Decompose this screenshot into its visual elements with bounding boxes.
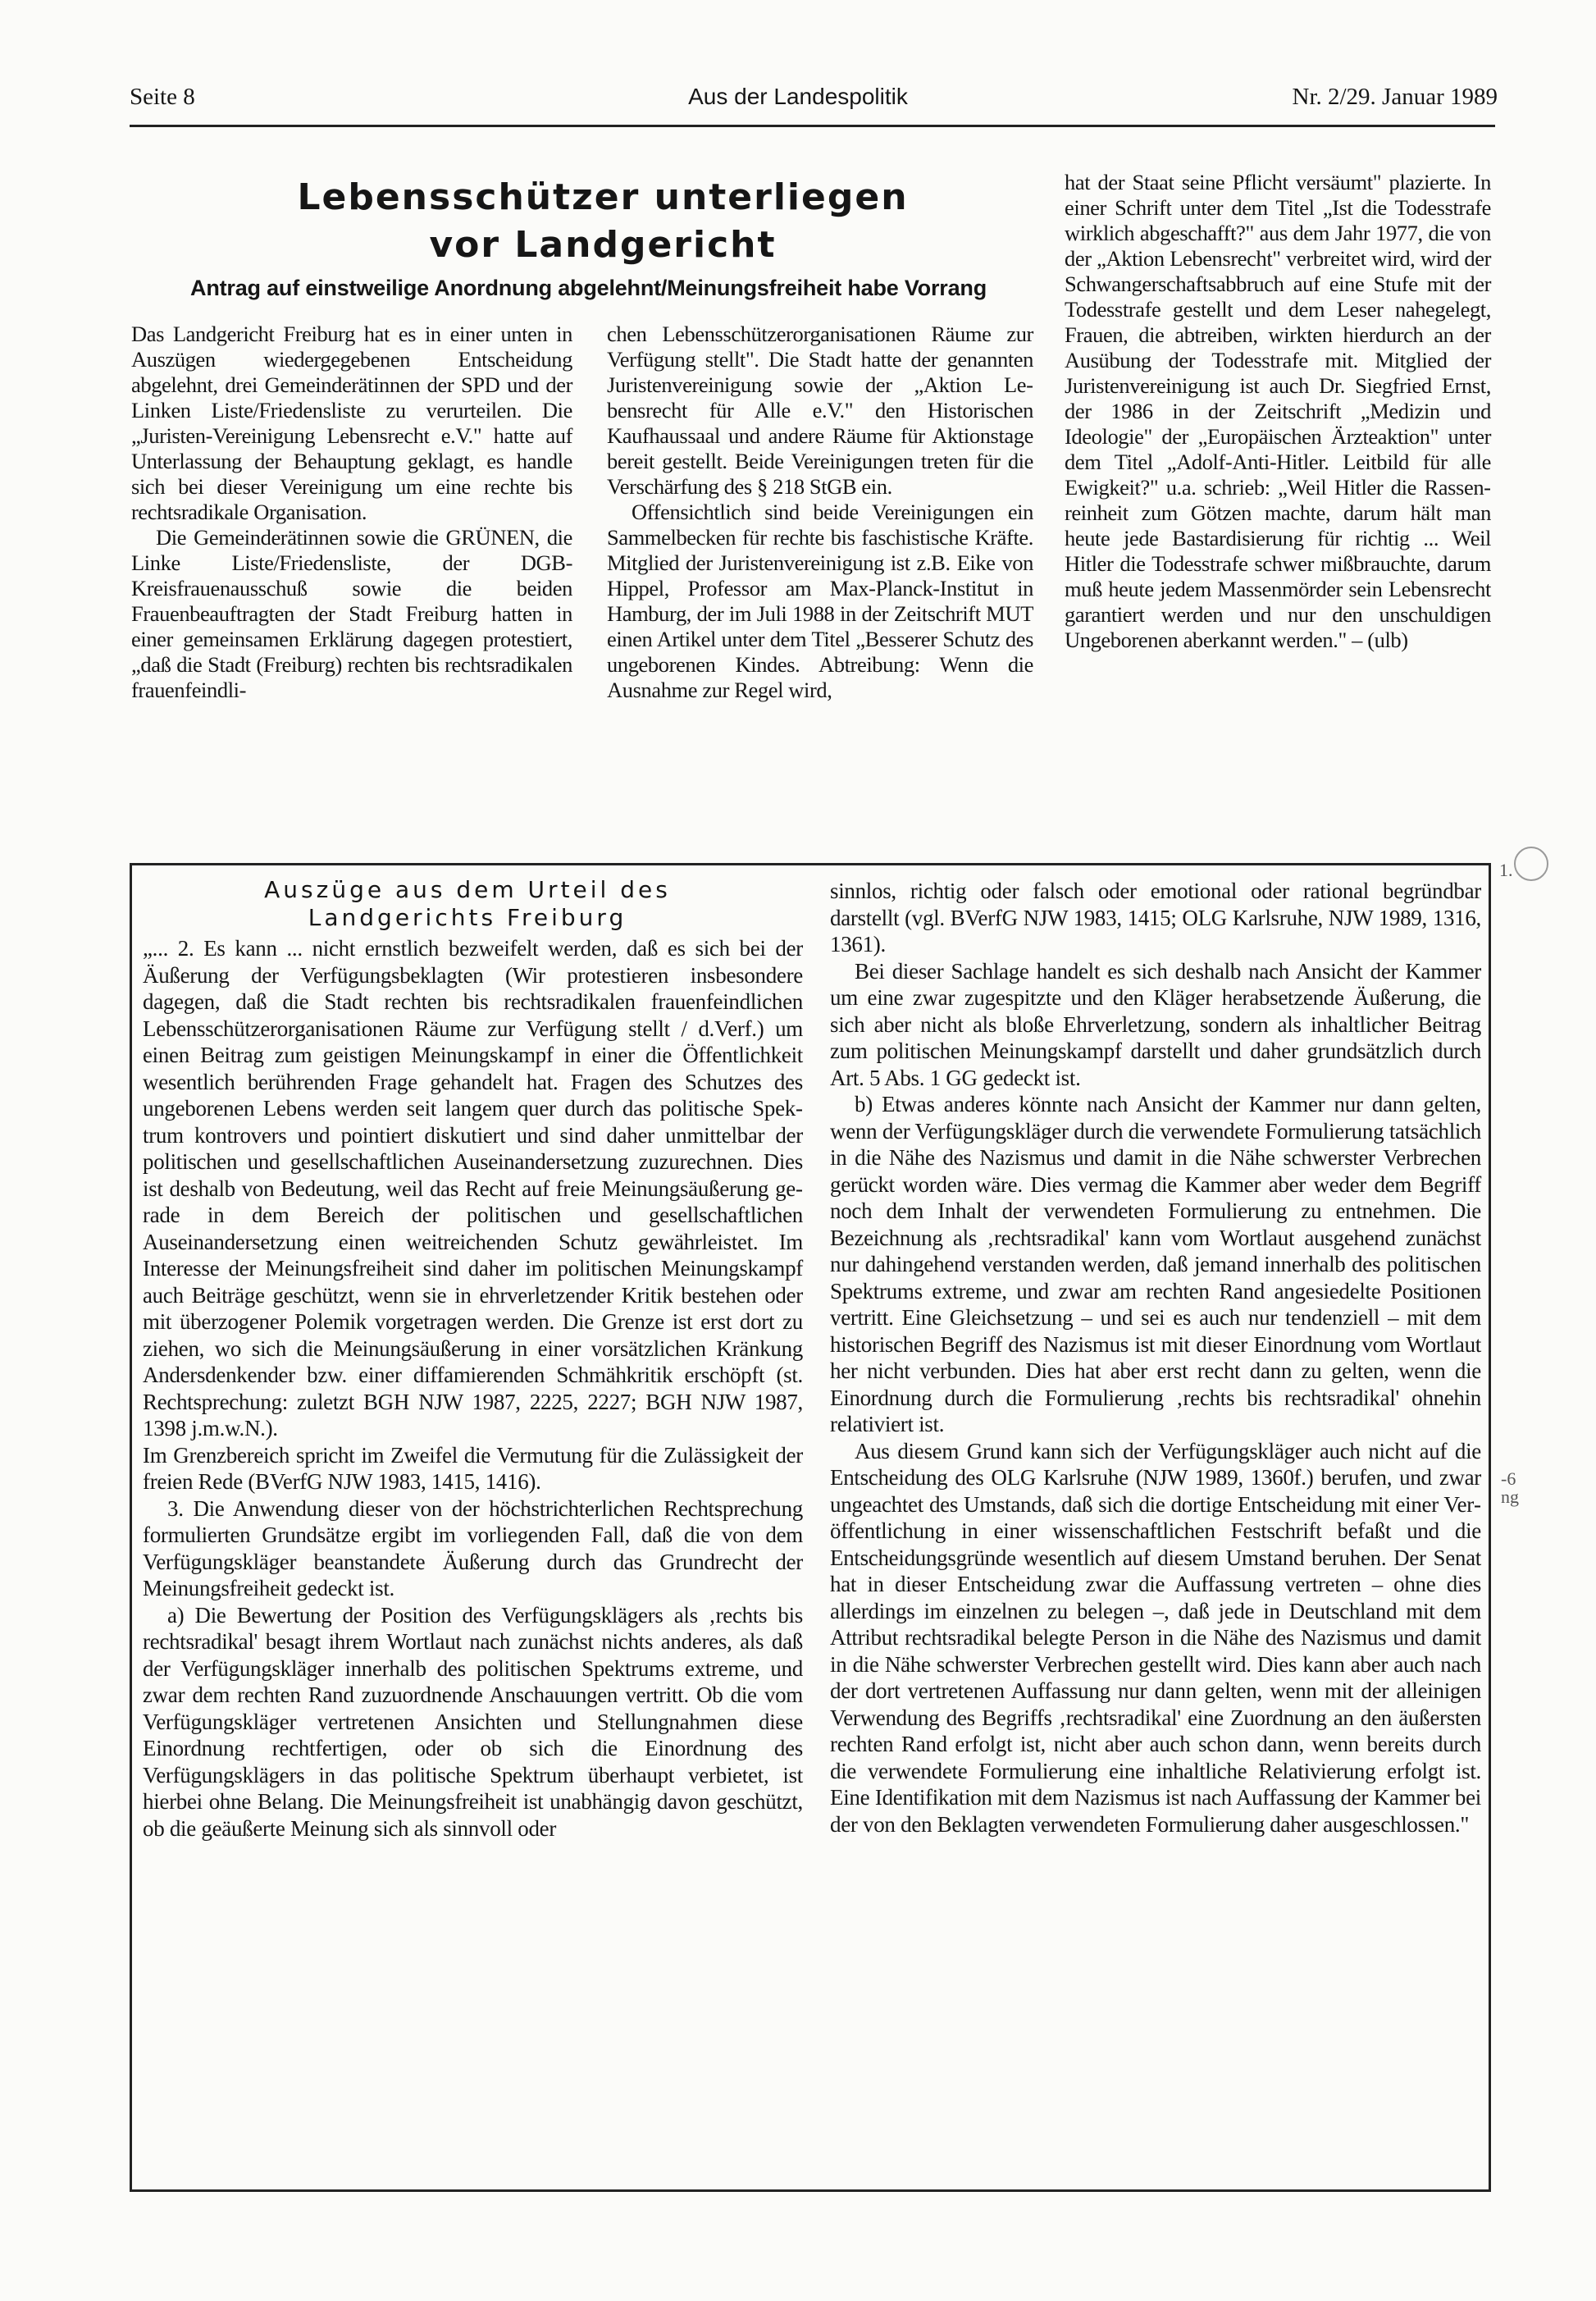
page-number: Seite 8 [130,84,195,110]
margin-circle-mark [1514,847,1548,881]
margin-mark: -6 [1501,1468,1516,1489]
paragraph: 3. Die Anwendung dieser von der höchstrichterlichen Rechtsprechung formulierten Grundsätze ergibt im vorliegenden Fall, daß die von dem Verfügungskläger beanstandete Äußerung durch das Grundrecht der Meinungsfreiheit gedeckt ist. [143,1495,803,1600]
excerpt-title [135,876,800,932]
margin-mark: ng [1501,1486,1519,1507]
excerpt-column-right [830,878,1481,1838]
excerpt-column-left [143,935,803,1842]
paragraph: b) Etwas anderes könnte nach Ansicht der Kammer nur dann gelten, wenn der Verfügungskläger durch die verwendete Formulierung tatsächlich in die Nähe des Nazismus und damit in die Nähe schwerster Verbrechen gerückt worden wäre. Dies vermag die Kammer aber weder dem Begriff noch dem Inhalt der verwendeten Formulierung zu entnehmen. Die Bezeichnung als ‚rechtsradikal' kann vom Wortlaut ausgehend zunächst nur dahingehend verstanden werden, daß jemand innerhalb des politischen Spektrums extreme, und zwar am rechten Rand angesiedelte Positionen vertritt. Eine Gleichsetzung – und sei es auch nur tendenziell – mit dem historischen Begriff des Nazismus ist mit dieser Einordnung vom Wortlaut her nicht verbunden. Dies hat aber erst recht dann zu gelten, wenn die Einordnung durch die Formulierung ‚rechts bis rechtsradikal' ohnehin relativiert ist. [830,1092,1481,1436]
headline-line-2: vor Landgericht [429,224,777,266]
paragraph: Im Grenzbereich spricht im Zweifel die Vermutung für die Zulässigkeit der freien Rede (BVerfG NJW 1983, 1415, 1416). [143,1442,803,1494]
paragraph: sinnlos, richtig oder falsch oder emotional oder rational begründbar darstellt (vgl. BVerfG NJW 1983, 1415; OLG Karlsruhe, NJW 1989, 1316, 1361). [830,879,1481,956]
section-title: Aus der Landespolitik [688,84,908,109]
margin-mark: 1. [1499,860,1513,880]
paragraph: Bei dieser Sachlage handelt es sich deshalb nach Ansicht der Kammer um eine zwar zugespitzte und den Kläger herabsetzende Äußerung, die sich aber nicht als bloße Ehrverletzung, sondern als inhaltlicher Beitrag zum politischen Meinungskampf darstellt und daher grundsätzlich durch Art. 5 Abs. 1 GG gedeckt ist. [830,958,1481,1090]
paragraph: a) Die Bewertung der Position des Verfügungsklägers als ‚rechts bis rechtsradikal' besagt ihrem Wortlaut nach zunächst nichts anderes, als daß der Verfügungskläger innerhalb des politischen Spektrums extreme, und zwar dem rechten Rand zuzuordnende Anschauungen vertritt. Ob die vom Verfügungskläger vertretenen Ansichten und Stellungnahmen diese Einordnung rechtfertigen, oder ob sich die Einordnung des Verfügungsklägers in das politische Spektrum überhaupt verbietet, ist hierbei ohne Belang. Die Meinungsfreiheit ist unabhängig davon geschützt, ob die geäußerte Meinung sich als sinnvoll oder [143,1602,803,1841]
header-rule [130,125,1495,127]
excerpt-title-line-1: Auszüge aus dem Urteil des [264,876,671,903]
paragraph: hat der Staat seine Pflicht versäumt" plazierte. In einer Schrift unter dem Titel „Ist die Todesstrafe wirklich abgeschafft?" aus dem Jahr 1977, die von der „Aktion Lebensrecht" verbreitet wird, wird der Schwangerschaftsabbruch auf eine Stufe mit der Todesstrafe gestellt und dem Leser nahegelegt, Frauen, die abtreiben, wirkten hierdurch an der Ausübung der Todesstrafe mit. Mitglied der Juristenvereinigung ist auch Dr. Siegfried Ernst, der 1986 in der Zeitschrift „Medizin und Ideologie" der „Europäischen Ärzteaktion" unter dem Titel „Adolf-Anti-Hitler. Leitbild für alle Ewigkeit?" u.a. schrieb: „Weil Hitler die Rassenreinheit zum Götzen machte, darum hält man heute jede Bastardisierung für richtig ... Weil Hitler die Todesstrafe schwer mißbrauchte, darum muß heute jedem Massenmörder sein Lebensrecht garantiert werden und nur den unschuldigen Ungeborenen aberkannt werden." – (ulb) [1065,170,1491,652]
headline-line-1: Lebensschützer unterliegen [297,176,909,218]
article-column-3 [1065,170,1491,653]
paragraph: Aus diesem Grund kann sich der Verfügungskläger auch nicht auf die Entscheidung des OLG Karlsruhe (NJW 1989, 1360f.) berufen, und zwar ungeachtet des Umstands, daß sich die dortige Entscheidung mit einer Veröffentlichung in einer wissenschaftlichen Festschrift befaßt und die Entscheidungsgründe wesentlich auf diesem Umstand beruhen. Der Senat hat in dieser Entscheidung zwar die Auffassung vertreten – ohne dies allerdings im einzelnen zu belegen –, daß jede in Deutschland mit dem Attribut rechtsradikal belegte Person in die Nähe des Nazismus und damit in die Nähe schwerster Verbrechen gestellt wird. Dies kann aber auch nach der dort vertretenen Auffassung nur dann gelten, wenn mit der alleinigen Verwendung des Begriffs ‚rechtsradikal' eine Zuordnung an den äußersten rechten Rand erfolgt ist, nicht aber auch schon dann, wenn bereits durch die verwendete Formulierung eine inhaltliche Relativierung erfolgt ist. Eine Identifikation mit dem Nazismus ist nach Auffassung der Kammer bei der von den Beklagten verwendeten Formulierung daher ausgeschlossen." [830,1438,1481,1837]
issue-date: Nr. 2/29. Januar 1989 [1292,84,1498,110]
paragraph: Die Gemeinderätinnen sowie die GRÜNEN, die Linke Liste/Friedensliste, der DGB-Kreisfrauenausschuß sowie die beiden Frauenbeauftragten der Stadt Freiburg hatten in einer gemeinsamen Erklärung dagegen protestiert, „daß die Stadt (Freiburg) rechten bis rechtsradikalen frauenfeindli- [131,525,572,702]
article-column-2 [607,322,1033,703]
article-column-1 [131,322,572,703]
paragraph: Offensichtlich sind beide Vereinigungen ein Sammelbecken für rechte bis faschistische Kräfte. Mitglied der Juristenvereinigung ist z.B. Eike von Hippel, Professor am Max-Planck-Institut in Hamburg, der im Juli 1988 in der Zeitschrift MUT einen Artikel unter dem Titel „Besserer Schutz des ungeborenen Kindes. Abtreibung: Wenn die Ausnahme zur Regel wird, [607,500,1033,702]
paragraph: „... 2. Es kann ... nicht ernstlich bezweifelt werden, daß es sich bei der Äußerung der Verfügungsbeklagten (Wir protestieren insbesondere dagegen, daß die Stadt rechten bis rechtsradikalen frauenfeindlichen Lebensschützerorganisationen Räume zur Verfügung stellt / d.Verf.) um einen Beitrag zum geistigen Meinungskampf in einer die Öffentlichkeit wesentlich berührenden Frage gehandelt hat. Fragen des Schutzes des ungeborenen Lebens werden seit langem quer durch das politische Spektrum kontrovers und pointiert diskutiert und sind daher unmittelbar der politischen und gesellschaftlichen Auseinandersetzung zuzurechnen. Dies ist deshalb von Bedeutung, weil das Recht auf freie Meinungsäußerung gerade in dem Bereich der politischen und gesellschaftlichen Auseinandersetzung einen weitreichenden Schutz gewährleistet. Im Interesse der Meinungsfreiheit sind daher im politischen Meinungskampf auch Beiträge geschützt, wenn sie in ehrverletzender Kritik bestehen oder mit überzogener Polemik vorgetragen werden. Die Grenze ist erst dort zu ziehen, wo sich die Meinungsäußerung in einer vorsätzlichen Kränkung Andersdenkender bzw. einer diffamierenden Schmähkritik erschöpft (st. Rechtsprechung: zuletzt BGH NJW 1987, 2225, 2227; BGH NJW 1987, 1398 j.m.w.N.). [143,936,803,1440]
paragraph: Das Landgericht Freiburg hat es in einer unten in Auszügen wiedergegebenen Entscheidung abgelehnt, drei Gemeinderätinnen der SPD und der Linken Liste/Friedensliste zu verurteilen. Die „Juristen-Vereinigung Lebensrecht e.V." hatte auf Unterlassung der Behauptung geklagt, es handle sich bei dieser Vereinigung um eine rechte bis rechtsradikale Organisation. [131,322,572,524]
excerpt-title-line-2: Landgerichts Freiburg [308,904,627,931]
paragraph: chen Lebensschützerorganisationen Räume zur Verfügung stellt". Die Stadt hatte der genannten Juristenvereinigung sowie der „Aktion Lebensrecht für Alle e.V." den Historischen Kaufhaussaal und andere Räume für Aktionstage bereit gestellt. Beide Vereinigungen treten für die Verschärfung des § 218 StGB ein. [607,322,1033,499]
article-subheadline: Antrag auf einstweilige Anordnung abgelehnt/Meinungsfreiheit habe Vorrang [190,276,987,300]
article-headline [246,174,960,269]
